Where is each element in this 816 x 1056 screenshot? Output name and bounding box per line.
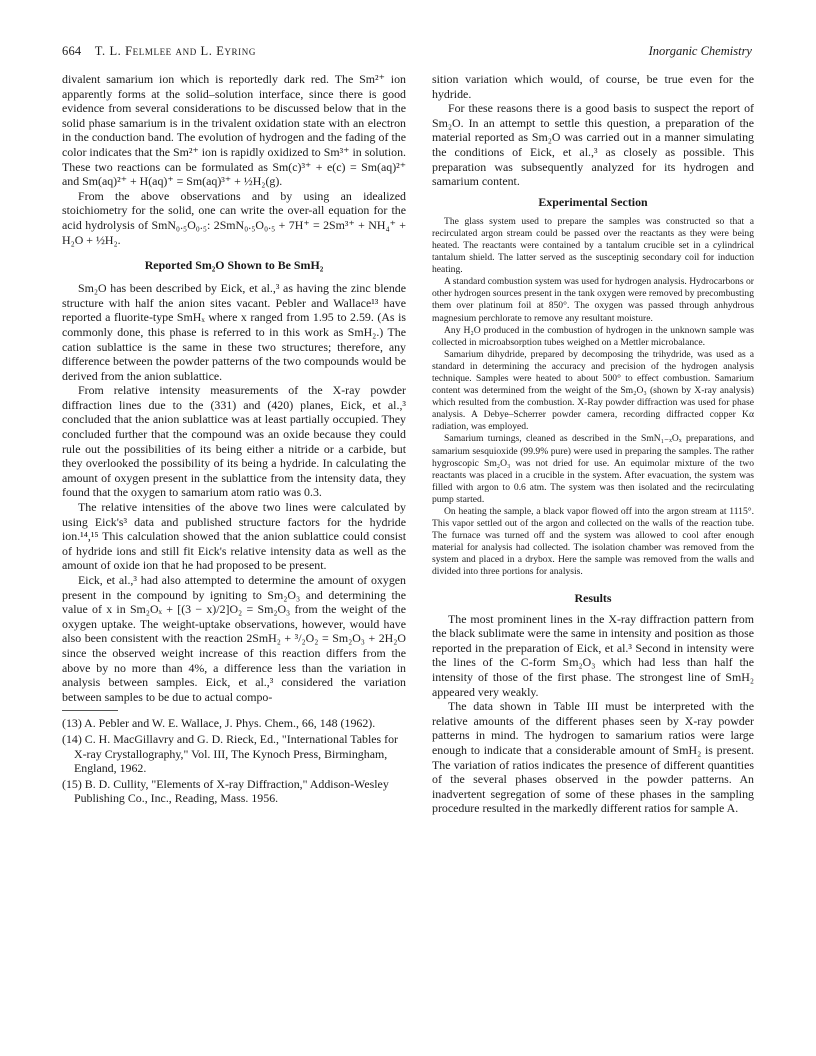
experimental-text [432, 216, 754, 579]
header-left [62, 44, 256, 59]
paragraph: From relative intensity measurements of the X-ray powder diffraction lines due to the (331) and (420) planes, Eick, et al.,³ concluded that the anion sublattice was at least partially occupied. They concluded further that the compound was an oxide because they could rule out the possibilities of its being either a nitride or a carbide, but they overlooked the possibility of its being a hydride. In calculating the amount of oxygen present in the sublattice from the intensity data, they found that the oxygen to samarium atom ratio was 0.3. [62, 383, 406, 500]
section-heading-sm2o: Reported Sm₂O Shown to Be SmH₂ [144, 258, 324, 273]
running-header [62, 44, 752, 62]
paragraph: Eick, et al.,³ had also attempted to determine the amount of oxygen present in the compound by igniting to Sm₂O₃ and determining the value of x in Sm₂Oₓ + [(3 − x)/2]O₂ = Sm₂O₃ from the weight of the oxygen uptake. The weight-uptake observations, however, would have also been consistent with the reaction 2SmH₂ + ³/₂O₂ = Sm₂O₃ + 2H₂O since the observed weight increase of this reaction differs from the above by no more than 4%, a difference less than the variation in analysis between samples. Eick, et al.,³ considered the variation between samples to be due to actual compo- [62, 573, 406, 704]
paragraph: The glass system used to prepare the samples was constructed so that a recirculated argon stream could be passed over the reactants as they were being heated. The reactants were contained by a tantalum crucible set in a cylindrical tantalum shield. The latter served as the susceptinig secondary coil for induction heating. [432, 215, 754, 276]
paragraph: On heating the sample, a black vapor flowed off into the argon stream at 1115°. This vapor settled out of the argon and collected on the walls of the reaction tube. The furnace was turned off and the system was allowed to cool after enough material for analysis had collected. The isolation chamber was removed from the system and placed in a drybox. Here the sample was removed from the walls and divided into three portions for analysis. [432, 506, 754, 578]
footnote: (14) C. H. MacGillavry and G. D. Rieck, Ed., "International Tables for X-ray Crystallography," Vol. III, The Kynoch Press, Birmingham, England, 1962. [62, 731, 398, 776]
paragraph: Any H₂O produced in the combustion of hydrogen in the unknown sample was collected in microabsorption tubes weighed on a Mettler microbalance. [432, 324, 754, 348]
footnote: (13) A. Pebler and W. E. Wallace, J. Phys. Chem., 66, 148 (1962). [62, 716, 376, 731]
section-heading-results: Results [574, 590, 612, 605]
footnote-rule [62, 710, 118, 711]
paragraph: Sm₂O has been described by Eick, et al.,³ as having the zinc blende structure with half the anion sites vacant. Pebler and Wallace¹³ have reported a fluorite-type SmHₓ where x ranged from 1.95 to 2.59. (As is commonly done, this phase is referred to in this work as SmH₂.) The cation sublattice is the same in these two structures; therefore, any difference between the powder patterns of the two compounds would be derived from the anion sublattice. [62, 281, 406, 383]
paragraph: divalent samarium ion which is reportedly dark red. The Sm²⁺ ion apparently forms at the solid–solution interface, since there is good evidence from several considerations to be discussed below that in the solid phase samarium is in the trivalent oxidation state with an electron in the conduction band. The evolution of hydrogen and the fading of the color indicates that the Sm²⁺ ion is rapidly oxidized to Sm³⁺ in solution. These two reactions can be formulated as Sm(c)³⁺ + e(c) = Sm(aq)²⁺ and Sm(aq)²⁺ + H(aq)⁺ = Sm(aq)³⁺ + ½H₂(g). [62, 72, 406, 189]
paragraph: Samarium turnings, cleaned as described in the SmN₁₋ₓOₓ preparations, and samarium sesquioxide (99.9% pure) were used in preparing the samples. The rather hygroscopic Sm₂O₃ was not dried for use. An equimolar mixture of the two reactants was placed in a crucible in the system. After evacuation, the system was filled with argon to 0.6 atm. The system was then isolated and the recirculating pump started. [432, 433, 754, 505]
journal-name: Inorganic Chemistry [648, 44, 752, 58]
header-authors: T. L. Felmlee and L. Eyring [94, 44, 256, 58]
paragraph: sition variation which would, of course, be true even for the hydride. [432, 72, 754, 101]
right-column [432, 72, 754, 816]
paragraph: A standard combustion system was used for hydrogen analysis. Hydrocarbons or other hydrogen sources present in the tank oxygen were removed by precombusting them over platinum foil at 850°. The oxygen was passed through anhydrous magnesium perchlorate to remove any resultant moisture. [432, 276, 754, 324]
paragraph: The data shown in Table III must be interpreted with the relative amounts of the different phases seen by X-ray powder patterns in mind. The hydrogen to samarium ratios were large enough to indicate that a considerable amount of SmH₂ is present. The variation of ratios indicates the presence of different quantities of the several phases observed in the powder patterns. An inadvertent segregation of some of these phases in the sampling procedure resulted in the markedly different ratios for sample A. [432, 699, 754, 816]
footnote: (15) B. D. Cullity, "Elements of X-ray Diffraction," Addison-Wesley Publishing Co., Inc., Reading, Mass. 1956. [62, 776, 389, 806]
section-heading-experimental: Experimental Section [538, 194, 648, 209]
page-number: 664 [62, 44, 82, 58]
paragraph: From the above observations and by using an idealized stoichiometry for the solid, one can write the over-all equation for the acid hydrolysis of SmN₀.₅O₀.₅: 2SmN₀.₅O₀.₅ + 7H⁺ = 2Sm³⁺ + NH₄⁺ + H₂O + ½H₂. [62, 188, 406, 247]
footnotes [62, 716, 406, 806]
paragraph: Samarium dihydride, prepared by decomposing the trihydride, was used as a standard in determining the accuracy and precision of the hydrogen analysis technique. Samples were heated to about 500° to effect combustion. Samarium content was determined from the weight of the Sm₂O₃ (shown by X-ray analysis) which resulted from the combustion. X-Ray powder diffraction was used for phase analysis. A Debye–Scherrer powder camera, recording diffracted copper Kα radiation, was employed. [432, 348, 754, 433]
paragraph: The most prominent lines in the X-ray diffraction pattern from the black sublimate were the same in intensity and position as those reported in the preparation of Eick, et al.³ Second in intensity were the lines of the C-form Sm₂O₃ which had less than half the intensity of those of the first phase. The strongest line of SmH₂ appeared very weakly. [432, 611, 754, 699]
paragraph: For these reasons there is a good basis to suspect the report of Sm₂O. In an attempt to settle this question, a preparation of the material reported as Sm₂O was carried out in a manner simulating the conditions of Eick, et al.,³ as closely as possible. This preparation was subsequently analyzed for its hydrogen and samarium content. [432, 101, 754, 189]
left-column [62, 72, 406, 807]
paragraph: The relative intensities of the above two lines were calculated by using Eick's³ data and published structure factors for the hydride ion.¹⁴,¹⁵ This calculation showed that the anion sublattice could consist of hydride ions and still fit Eick's relative intensity data as well as the amount of oxide ion that he had proposed to be present. [62, 500, 406, 573]
